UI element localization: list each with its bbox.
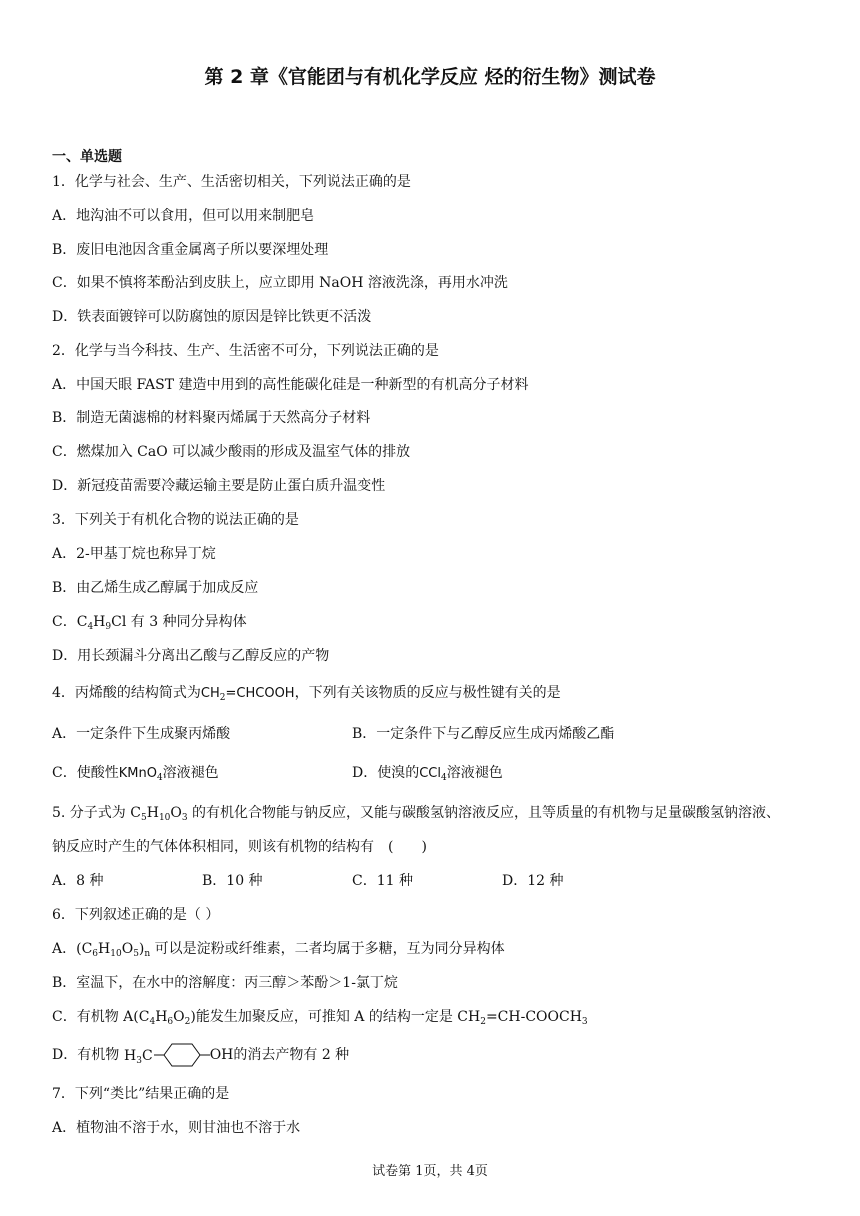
q1-option-a: A．地沟油不可以食用，但可以用来制肥皂: [52, 208, 315, 224]
q6-c-sub3: 3: [581, 1017, 588, 1027]
q4-c-kmno: KMnO: [118, 766, 157, 781]
q4-d-prefix: D．使溴的: [352, 765, 420, 781]
q1-option-b: B．废旧电池因含重金属离子所以要深埋处理: [52, 242, 329, 258]
q2-option-c: C．燃煤加入 CaO 可以减少酸雨的形成及温室气体的排放: [52, 444, 411, 460]
q5-option-a: A．8 种: [52, 873, 104, 889]
q6-a-h: H: [98, 941, 111, 957]
q6-d-oh: OH: [209, 1047, 234, 1063]
q6-c-h: H: [155, 1009, 168, 1025]
section-heading: 一、单选题: [52, 149, 122, 165]
q6-a-sub6: 6: [92, 949, 99, 959]
q7-stem: 7．下列“类比”结果正确的是: [52, 1086, 230, 1102]
q6-a-text: 可以是淀粉或纤维素，二者均属于多糖，互为同分异构体: [150, 941, 505, 957]
q6-a-o: O: [121, 941, 134, 957]
q3-c-text: Cl 有 3 种同分异构体: [111, 614, 247, 630]
q5-option-d: D．12 种: [502, 873, 564, 889]
q4-formula-ch: CH: [200, 686, 220, 701]
page-title: 第 2 章《官能团与有机化学反应 烃的衍生物》测试卷: [204, 66, 656, 88]
q5-option-c: C．11 种: [352, 873, 413, 889]
q7-option-a: A．植物油不溶于水，则甘油也不溶于水: [52, 1120, 301, 1136]
q4-formula-rest: =CHCOOH: [225, 686, 295, 701]
q6-a-paren: ): [138, 941, 145, 957]
q4-c-prefix: C．使酸性: [52, 765, 119, 781]
q4-stem-suffix: ，下列有关该物质的反应与极性键有关的是: [294, 685, 561, 701]
q4-c-text: 溶液褪色: [162, 765, 219, 781]
q5-prefix: 5. 分子式为 C: [52, 805, 141, 821]
q6-c-sub2b: 2: [480, 1017, 486, 1027]
q6-c-prefix: C．有机物 A(C: [52, 1009, 150, 1025]
page-footer: 试卷第 1页，共 4页: [372, 1164, 488, 1179]
q5-h: H: [146, 805, 159, 821]
q4-d-ccl: CCl: [419, 766, 442, 781]
q6-c-o: O: [173, 1009, 185, 1025]
q5-sub3: 3: [181, 813, 188, 823]
q3-option-a: A．2-甲基丁烷也称异丁烷: [52, 546, 216, 562]
q2-stem: 2．化学与当今科技、生产、生活密不可分，下列说法正确的是: [52, 343, 439, 359]
q4-c-sub: 4: [156, 773, 163, 783]
q3-option-c: [52, 612, 247, 632]
q3-c-h: H: [93, 614, 106, 630]
q3-option-b: B．由乙烯生成乙醇属于加成反应: [52, 580, 259, 596]
q6-a-sub10: 10: [110, 949, 122, 959]
q3-c-prefix: C．C: [52, 614, 88, 630]
q6-a-subn: n: [144, 949, 151, 959]
q6-a-prefix: A．(C: [52, 941, 93, 957]
q4-option-b: B．一定条件下与乙醇反应生成丙烯酸乙酯: [352, 726, 615, 742]
q6-d-text: 的消去产物有 2 种: [233, 1047, 350, 1063]
q1-option-d: D．铁表面镀锌可以防腐蚀的原因是锌比铁更不活泼: [52, 309, 372, 325]
q1-option-c: C．如果不慎将苯酚沾到皮肤上，应立即用 NaOH 溶液洗涤，再用水冲洗: [52, 275, 508, 291]
q6-a-sub5: 5: [133, 949, 139, 959]
q4-stem: [52, 683, 561, 704]
q3-option-d: D．用长颈漏斗分离出乙酸与乙醇反应的产物: [52, 648, 330, 664]
q1-stem: 1．化学与社会、生产、生活密切相关，下列说法正确的是: [52, 174, 411, 190]
q5-stem-line2: 钠反应时产生的气体体积相同，则该有机物的结构有 ( ): [52, 839, 427, 855]
q6-option-c: [52, 1007, 588, 1027]
q5-o: O: [170, 805, 182, 821]
q3-stem: 3．下列关于有机化合物的说法正确的是: [52, 512, 299, 528]
q4-option-c: [52, 763, 219, 784]
q4-d-sub: 4: [441, 773, 447, 783]
q4-option-a: A．一定条件下生成聚丙烯酸: [52, 726, 231, 742]
q4-option-d: [352, 763, 503, 784]
q6-option-a: [52, 939, 505, 959]
q6-c-sub4: 4: [149, 1017, 156, 1027]
q5-option-b: B．10 种: [202, 873, 263, 889]
q2-option-b: B．制造无菌滤棉的材料聚丙烯属于天然高分子材料: [52, 410, 371, 426]
q4-stem-prefix: 4．丙烯酸的结构简式为: [52, 685, 201, 701]
q3-c-sub9: 9: [105, 622, 112, 632]
q5-sub5: 5: [140, 813, 147, 823]
q5-text: 的有机化合物能与钠反应，又能与碳酸氢钠溶液反应，且等质量的有机物与足量碳酸氢钠溶液、: [187, 805, 781, 821]
q4-formula-sub: 2: [219, 693, 226, 703]
q6-d-prefix: D．有机物: [52, 1047, 120, 1063]
q5-stem-line1: [52, 803, 780, 823]
q6-c-sub2: 2: [184, 1017, 191, 1027]
q6-stem: 6．下列叙述正确的是（ ）: [52, 907, 220, 923]
q6-option-d: [52, 1042, 349, 1068]
q6-c-mid: )能发生加聚反应，可推知 A 的结构一定是 CH: [190, 1009, 481, 1025]
q3-c-sub4: 4: [87, 622, 94, 632]
q6-c-sub6: 6: [167, 1017, 174, 1027]
q6-c-mid2: =CH-COOCH: [485, 1009, 582, 1025]
q4-d-text: 溶液褪色: [446, 765, 503, 781]
q2-option-d: D．新冠疫苗需要冷藏运输主要是防止蛋白质升温变性: [52, 478, 386, 494]
q2-option-a: A．中国天眼 FAST 建造中用到的高性能碳化硅是一种新型的有机高分子材料: [52, 377, 529, 393]
q6-option-b: B．室温下，在水中的溶解度：丙三醇＞苯酚＞1-氯丁烷: [52, 975, 398, 991]
q5-sub10: 10: [158, 813, 171, 823]
svg-text:H3C: $H_3C$: [123, 1048, 153, 1066]
